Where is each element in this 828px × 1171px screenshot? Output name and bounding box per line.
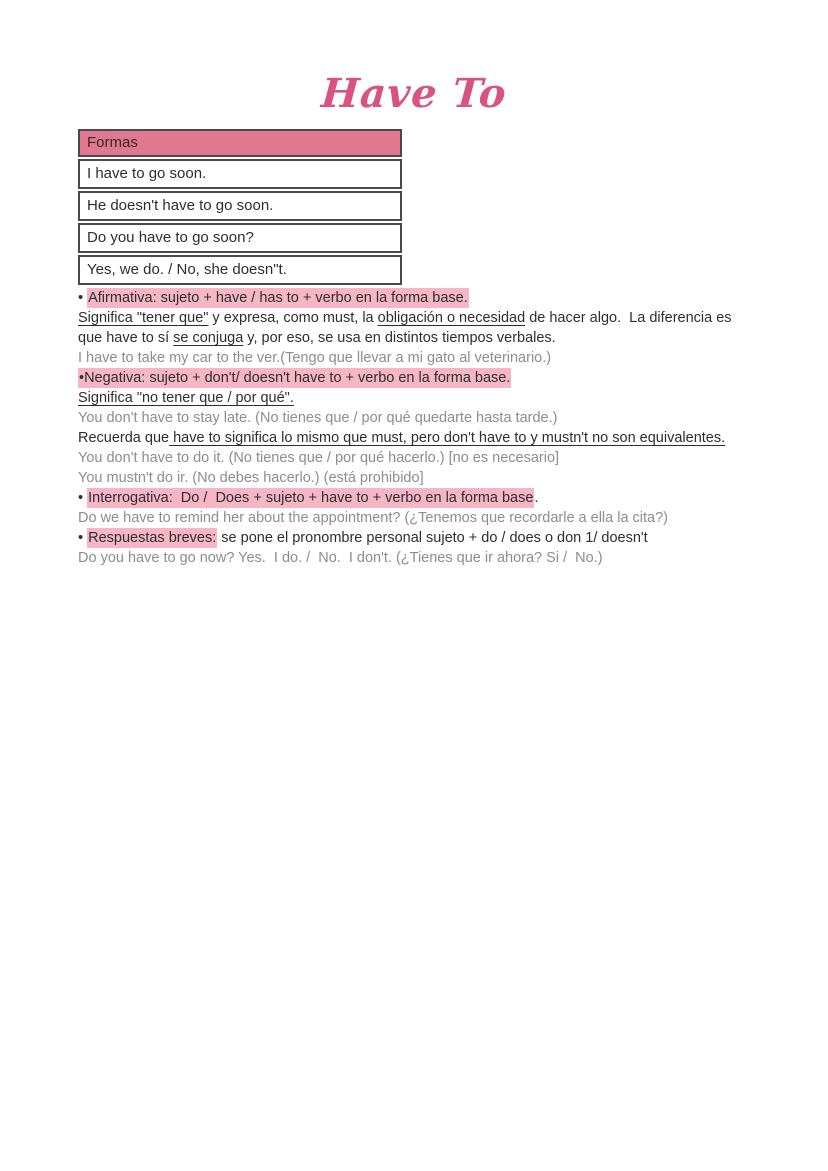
table-row: Yes, we do. / No, she doesn"t. — [78, 255, 402, 285]
page-title: Have To — [319, 70, 509, 117]
text-segment: • — [78, 290, 88, 306]
body-line — [78, 328, 788, 348]
body-text — [78, 288, 788, 568]
text-segment: y, por eso, se usa en distintos tiempos verbales. — [243, 330, 556, 346]
text-segment: You don't have to stay late. (No tienes que / por qué quedarte hasta tarde.) — [78, 410, 558, 426]
text-segment: I have to take my car to the ver.(Tengo que llevar a mi gato al veterinario.) — [78, 350, 552, 366]
body-line — [78, 548, 788, 568]
text-segment: • — [78, 530, 88, 546]
body-line — [78, 368, 788, 388]
text-segment: . — [534, 490, 539, 506]
body-line — [78, 488, 788, 508]
text-segment: You don't have to do it. (No tienes que / por qué hacerlo.) [no es necesario] — [78, 450, 560, 466]
text-segment: obligación o necesidad — [377, 310, 526, 326]
body-line — [78, 288, 788, 308]
table-row: I have to go soon. — [78, 159, 402, 189]
body-line — [78, 508, 788, 528]
table-row: Do you have to go soon? — [78, 223, 402, 253]
text-segment: y expresa, como must, la — [208, 310, 378, 326]
body-line — [78, 528, 788, 548]
body-line — [78, 388, 788, 408]
table-row: He doesn't have to go soon. — [78, 191, 402, 221]
table-rows — [78, 159, 402, 285]
text-segment: Significa "no tener que / por qué". — [78, 390, 294, 406]
body-line — [78, 408, 788, 428]
text-segment: Do you have to go now? Yes. I do. / No. I don't. (¿Tienes que ir ahora? Si / No.) — [78, 550, 603, 566]
body-line — [78, 428, 788, 448]
text-segment: Significa "tener que" — [78, 310, 209, 326]
table-header: Formas — [78, 129, 402, 157]
formas-table — [78, 129, 402, 285]
highlighted-text: Interrogativa: Do / Does + sujeto + have to + verbo en la forma base — [88, 490, 534, 506]
body-line — [78, 308, 788, 328]
text-segment: de hacer algo. La diferencia es — [525, 310, 732, 326]
text-segment: have to significa lo mismo que must, pero don't have to y mustn't no son equivalentes. — [169, 430, 726, 446]
body-line — [78, 468, 788, 488]
text-segment: Do we have to remind her about the appointment? (¿Tenemos que recordarle a ella la cita?) — [78, 510, 668, 526]
text-segment: que have to sí — [78, 330, 174, 346]
body-line — [78, 448, 788, 468]
text-segment: You mustn't do ir. (No debes hacerlo.) (está prohibido] — [78, 470, 424, 486]
highlighted-text: Afirmativa: sujeto + have / has to + verbo en la forma base. — [88, 290, 468, 306]
highlighted-text: •Negativa: sujeto + don't/ doesn't have to + verbo en la forma base. — [79, 370, 511, 386]
highlighted-text: Respuestas breves: — [88, 530, 217, 546]
body-line — [78, 348, 788, 368]
text-segment: • — [78, 490, 88, 506]
text-segment: Recuerda que — [78, 430, 170, 446]
text-segment: se conjuga — [173, 330, 244, 346]
text-segment: se pone el pronombre personal sujeto + do / does o don 1/ doesn't — [217, 530, 648, 546]
